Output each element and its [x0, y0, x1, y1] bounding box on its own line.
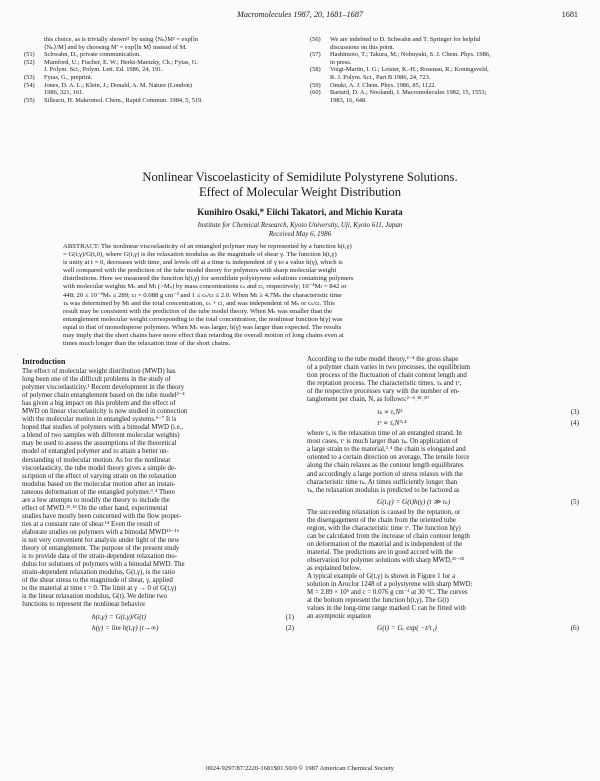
reference-number: (57) [310, 51, 321, 59]
text-line: MWD on linear viscoelasticity is now studied in connection [22, 408, 188, 416]
abstract-line: τₖ was determined by Mₗ and the total concentration, cₛ + cₗ, and was independent of Mₛ or cₛ/cₗ. This [63, 299, 335, 307]
text-line: and accordingly a large portion of stress relaxes with the [307, 470, 463, 478]
reference-number: (60) [310, 89, 321, 97]
text-line: are a few attempts to modify the theory to include the [22, 496, 170, 504]
reference-text: We are indebted to D. Schwahn and T. Springer for helpful [330, 36, 481, 43]
reference-line: discussions on this point. [330, 43, 395, 51]
reference-line: in press. [330, 58, 352, 66]
text-line: The succeeding relaxation is caused by the reptation, or [307, 508, 461, 516]
reference-text: Jones, D. A. L.; Klein, J.; Donald, A. M. Nature (London) [44, 81, 192, 89]
abstract-line: distributions. Here we measured the function h(t,γ) for semidilute polystyrene solutions containing polymers [63, 275, 354, 283]
text-line: a blend of two samples with different molecular weights) [22, 432, 180, 440]
text-line: can be calculated from the increase of chain contour length [307, 532, 470, 540]
text-line: may be used to assess the assumptions of the theoretical [22, 440, 177, 448]
abstract-line: with molecular weights Mₛ and Mₗ (>Mₛ) by mass concentrations cₛ and cₗ, respectively; 10⁻⁴Mₗ = 842 or [63, 283, 347, 291]
text-line: a large strain to the material,³˒⁴ the chain is elongated and [307, 446, 466, 454]
text-line: of a polymer chain varies in two processes, the equilibrium [307, 364, 471, 372]
reference-text: Voigt-Martin, I. G.; Leister, K.-H.; Rosenau, R.; Koningsveld, [330, 66, 489, 74]
reference-number: (54) [24, 81, 35, 89]
equation-expression: h(t,γ) = G(t,γ)/G(t) [92, 613, 147, 622]
equation [307, 623, 579, 633]
abstract-line: = G(t,γ)/G(t,0), where G(t,γ) is the relaxation modulus as the magnitude of shear γ. The function h(t,γ) [63, 251, 337, 259]
text-line: region, with the characteristic time τᶜ. The function h(γ) [307, 524, 461, 532]
text-line: tion process of the fluctuation of chain contour length and [307, 372, 467, 380]
abstract-line: result may be consistent with the prediction of the tube model theory. When Mₛ was smaller than the [63, 307, 333, 315]
text-line: material. The predictions are in good accord with the [307, 548, 453, 556]
text-line: long been one of the difficult problems in the study of [22, 376, 171, 384]
text-line: scription of the effect of varying strain on the relaxation [22, 472, 177, 480]
text-line: of the respective processes vary with the number of en- [307, 388, 460, 396]
text-line: to the material at time t = 0. The limit at γ → 0 of G(t,γ) [22, 585, 177, 593]
text-line: of the shear stress to the magnitude of shear, γ, applied [22, 577, 173, 585]
text-line: strain-dependent relaxation modulus, G(t,γ), is the ratio [22, 569, 175, 577]
abstract-line: 448; 20 ≤ 10⁻⁴Mₛ ≤ 289; cₗ = 0.088 g cm⁻³ and 1 ≤ cₛ/cₗ ≤ 2.0. When Mₗ ≥ 4.7Mₛ the characteristic time [63, 291, 342, 299]
text-line: where τₐ is the relaxation time of an entangled strand. In [307, 430, 462, 438]
text-line: the reptation process. The characteristic times, τₖ and τᶜ, [307, 380, 462, 388]
reference-number: (58) [310, 66, 321, 74]
equation [307, 407, 579, 417]
reference-text: Bartard, D. A.; Noolandi, J. Macromolecules 1982, 15, 1553; [330, 89, 487, 97]
received-date: Received May 6, 1986 [268, 229, 332, 238]
text-line: is the linear relaxation modulus, G(t). We define two [22, 593, 168, 601]
text-line: modulus based on the molecular motion after an instan- [22, 480, 176, 488]
reference-line [22, 97, 300, 105]
equation-expression: τᶜ ∝ τₐN³⋅⁴ [377, 419, 407, 428]
text-line: the disengagement of the chain from the oriented tube [307, 516, 456, 524]
title-line-1: Nonlinear Viscoelasticity of Semidilute Polystyrene Solutions. [142, 170, 458, 184]
abstract-line: is unity at t = 0, decreases with time, and levels off at a time τₖ independent of γ to a value h(γ), which is [63, 259, 343, 267]
equation-expression: G(t) = Gₑ exp( −t/τ₁) [377, 624, 437, 633]
text-line: functions to represent the nonlinear behavior [22, 601, 146, 609]
reference-text: Hashimoto, T.; Takura, M.; Nobuyuki, S. J. Chem. Phys. 1986, [330, 51, 491, 59]
text-line: observation for polymer solutions with sharp MWD,²¹⁻²⁵ [307, 556, 465, 564]
reference-line: 1986, 321, 161. [44, 89, 84, 97]
page-number: 1681 [561, 10, 578, 19]
text-line: model of entangled polymer and to attain a better un- [22, 448, 169, 456]
text-line: effect of MWD.¹²˒¹³ On the other hand, experimental [22, 504, 168, 512]
equation [22, 612, 294, 622]
text-line: A typical example of G(t,γ) is shown in Figure 1 for a [307, 573, 456, 581]
text-line: with the molecular motion in entangled systems.⁵⁻⁷ It is [22, 416, 177, 424]
text-line: an asymptotic equation [307, 613, 371, 621]
text-line: is not very convenient for analysis under light of the new [22, 536, 180, 544]
affiliation [0, 221, 600, 238]
text-line: polymer viscoelasticity.¹ Recent development in the theory [22, 384, 185, 392]
reference-line [308, 66, 586, 74]
reference-line: R. J. Polym. Sci., Part B 1986, 24, 723. [330, 73, 431, 81]
reference-line: ⟨Nₙ⟩/M] and by choosing M′ = exp⟨ln M⟩ instead of M. [44, 43, 187, 51]
text-line: is to provide data of the strain-dependent relaxation mo- [22, 553, 177, 561]
equation [307, 418, 579, 428]
text-line: of polymer chain entanglement based on the tube model²⁻⁴ [22, 392, 185, 400]
abstract-line: may imply that the short chains have more effect than retarding the overall motion of long chains even at [63, 332, 344, 340]
reference-text: Mumford, U.; Fischer, E. W.; Herkt-Maetzky, Ch.; Fytas, G. [44, 58, 198, 66]
left-column [22, 368, 294, 635]
right-column [307, 356, 579, 635]
text-line: along the chain relaxes as the contour length equilibrates [307, 462, 464, 470]
text-line: solution in Aroclor 1248 of a polystyrene with sharp MWD: [307, 581, 473, 589]
equation-number: (6) [570, 624, 579, 633]
reference-line: 1983, 16, 648. [330, 96, 367, 104]
affiliation-institute: Institute for Chemical Research, Kyoto University, Uji, Kyoto 611, Japan [197, 221, 403, 229]
reference-line [308, 36, 586, 44]
text-line: theory of entanglement. The purpose of the present study [22, 545, 180, 553]
authors: Kunihiro Osaki,* Eiichi Takatori, and Michio Kurata [197, 207, 403, 217]
text-line: most cases, τᶜ is much larger than τₖ. On application of [307, 438, 458, 446]
abstract-line: ABSTRACT: The nonlinear viscoelasticity of an entangled polymer may be represented by a function h(t,γ) [63, 243, 352, 250]
text-line: elaborate studies on polymers with a bimodal MWD¹⁵⁻¹⁶ [22, 528, 180, 536]
text-line: at the bottom represent the function h(t,γ). The G(t) [307, 597, 449, 605]
references-right [308, 36, 586, 104]
reference-number: (59) [310, 81, 321, 89]
abstract-line: equal to that of monodisperse polymers. When Mₛ was larger, h(γ) was larger than expected. The results [63, 323, 342, 331]
equation-expression: G(t,γ) = G(t)h(γ) (t ≫ τₖ) [377, 497, 451, 506]
section-heading-introduction: Introduction [22, 357, 66, 366]
footer-copyright: 0024-9297/87/2220-1681$01.50/0 © 1987 American Chemical Society [206, 765, 394, 772]
equation-number: (3) [570, 408, 579, 417]
reference-line [308, 82, 586, 90]
text-line: oriented to a certain direction on average. The tensile force [307, 454, 470, 462]
article-title [0, 170, 600, 200]
text-line: The effect of molecular weight distribution (MWD) has [22, 368, 176, 375]
text-line: tanglement per chain, N, as follows:²⁻⁴˒¹⁸˒²⁰ [307, 396, 429, 404]
text-line: taneous deformation of the entangled polymer.³˒⁴ There [22, 488, 176, 496]
reference-text: Schwahn, D., private communication. [44, 51, 141, 59]
equation-number: (1) [285, 613, 294, 622]
reference-line [22, 51, 300, 59]
text-line: hoped that studies of polymers with a bimodal MWD (i.e., [22, 424, 184, 432]
text-line: characteristic time τₖ. At times sufficiently longer than [307, 478, 458, 486]
equation [307, 497, 579, 507]
reference-number: (53) [24, 73, 35, 81]
equation-number: (5) [570, 497, 579, 506]
text-line: According to the tube model theory,²⁻⁴ the gross shape [307, 356, 459, 363]
references-left [22, 36, 300, 104]
reference-number: (56) [310, 36, 321, 43]
equation [22, 623, 294, 633]
reference-line [308, 89, 586, 97]
text-line: studies have mostly been concerned with the flow proper- [22, 512, 182, 520]
reference-line: J. Polym. Sci., Polym. Lett. Ed. 1986, 24, 191. [44, 66, 163, 74]
equation-number: (2) [285, 624, 294, 633]
reference-line [22, 74, 300, 82]
abstract-line: well compared with the prediction of the tube model theory for polymers with sharp molecular weight [63, 267, 337, 275]
reference-text: this choice, as is trivially shown¹¹ by using ⟨Nₙ⟩M² = exp[ln [44, 36, 198, 43]
equation-expression: τₖ ∝ τₐN² [377, 408, 403, 417]
text-line: on deformation of the material and is independent of the [307, 540, 463, 548]
text-line: viscoelasticity, the tube model theory gives a simple de- [22, 464, 177, 472]
text-line: has given a big impact on this problem and the effect of [22, 400, 176, 408]
abstract-line: times much longer than the relaxation time of the short chains. [63, 340, 231, 348]
reference-text: Sillescu, H. Makromol. Chem., Rapid Commun. 1984, 5, 519. [44, 96, 203, 104]
reference-number: (52) [24, 58, 35, 66]
title-line-2: Effect of Molecular Weight Distribution [198, 185, 402, 199]
abstract-line: entanglement molecular weight corresponding to the total concentration, the nonlinear function h(γ) was [63, 315, 343, 323]
reference-text: Fytas, G., preprint. [44, 73, 93, 81]
reference-text: Onuki, A. J. Chem. Phys. 1986, 85, 1122. [330, 81, 437, 89]
text-line: dulus for solutions of polymers with a bimodal MWD. The [22, 561, 185, 569]
text-line: as explained below. [307, 564, 362, 572]
reference-line [22, 36, 300, 44]
text-line: derstanding of molecular motion. As for the nonlinear [22, 456, 171, 464]
equation-number: (4) [570, 419, 579, 428]
text-line: ties at a constant rate of shear.¹⁴ Even the result of [22, 520, 160, 528]
reference-number: (55) [24, 96, 35, 104]
running-header: Macromolecules 1987, 20, 1681–1687 [237, 10, 363, 19]
reference-line [22, 82, 300, 90]
reference-number: (51) [24, 51, 35, 59]
text-line: τₖ, the relaxation modulus is predicted to be factored as [307, 486, 460, 494]
text-line: M = 2.89 × 10⁶ and c = 0.076 g cm⁻³ at 30 °C. The curves [307, 589, 468, 597]
text-line: values in the long-time range marked C can be fitted with [307, 605, 466, 613]
reference-line [308, 51, 586, 59]
abstract [63, 243, 541, 348]
equation-expression: h(γ) = lim h(t,γ) (t→∞) [92, 624, 159, 633]
reference-line [22, 59, 300, 67]
